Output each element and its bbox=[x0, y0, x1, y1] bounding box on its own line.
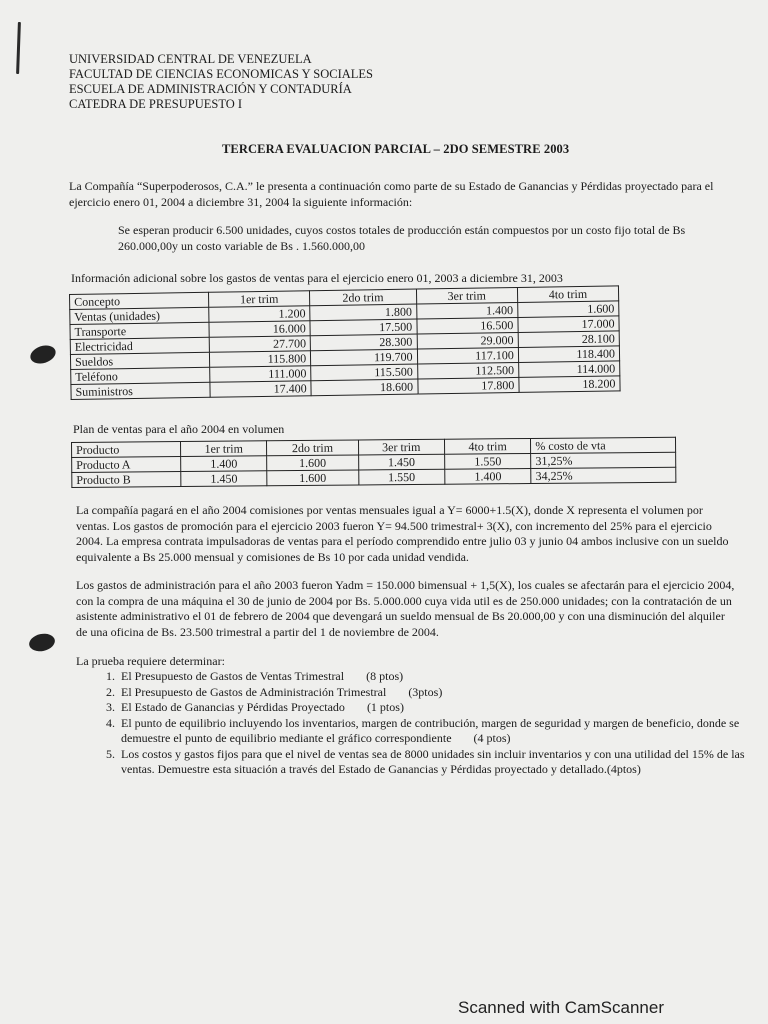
table-cell: Sueldos bbox=[70, 352, 209, 369]
admin-expenses-paragraph: Los gastos de administración para el año 2003 fueron Yadm = 150.000 bimensual + 1,5(X), los cuales se afectarán para el ejercicio 2004, con la compra de una máquina el 30 de junio de 2004 por Bs. 5.000.000 cuya vida util es de 250.000 unidades; con la contratación de un asistente administrativo el 01 de febrero de 2004 que devengará un sueldo mensual de Bs 20.000,00 y con una disminución del alquiler de una oficina de Bs. 23.500 trimestral a partir del 1 de noviembre de 2004. bbox=[76, 578, 735, 639]
table-cell: 1.400 bbox=[445, 468, 532, 484]
list-item bbox=[118, 685, 758, 701]
plan-label: Plan de ventas para el año 2004 en volumen bbox=[73, 422, 285, 436]
list-item bbox=[118, 669, 758, 685]
header-cell: % costo de vta bbox=[531, 437, 676, 453]
task-text: El Estado de Ganancias y Pérdidas Proyectado bbox=[121, 700, 345, 714]
table-cell: 16.500 bbox=[417, 317, 518, 334]
table-cell: 17.500 bbox=[310, 319, 417, 336]
task-points: (8 ptos) bbox=[366, 669, 404, 683]
task-points: (1 ptos) bbox=[366, 700, 404, 714]
table-cell: Electricidad bbox=[70, 337, 209, 354]
task-text: El punto de equilibrio incluyendo los inventarios, margen de contribución, margen de seguridad y margen de beneficio, donde se demuestre el punto de equilibrio mediante el gráfico correspondiente bbox=[121, 715, 740, 745]
header-cell: 4to trim bbox=[517, 286, 618, 303]
table-cell: Transporte bbox=[70, 322, 209, 339]
header-cell: 4to trim bbox=[444, 438, 531, 454]
production-paragraph: Se esperan producir 6.500 unidades, cuyos costos totales de producción están compuestos por un costo fijo total de Bs 260.000,00y un costo variable de Bs . 1.560.000,00 bbox=[118, 223, 686, 253]
table-cell: Teléfono bbox=[71, 367, 210, 384]
table-cell: 111.000 bbox=[210, 366, 311, 383]
punch-hole bbox=[28, 342, 58, 366]
table-cell: 17.400 bbox=[210, 381, 311, 398]
list-item bbox=[118, 700, 758, 716]
table-cell: 28.100 bbox=[518, 331, 619, 348]
header-cell: 2do trim bbox=[310, 289, 417, 306]
table-cell: 27.700 bbox=[209, 336, 310, 353]
table-cell: Producto B bbox=[72, 472, 181, 488]
table-cell: 17.800 bbox=[417, 377, 518, 394]
page-title: TERCERA EVALUACION PARCIAL – 2DO SEMESTRE 2003 bbox=[222, 142, 570, 156]
info-label: Información adicional sobre los gastos de ventas para el ejercicio enero 01, 2003 a diciembre 31, 2003 bbox=[71, 271, 563, 285]
table-cell: Ventas (unidades) bbox=[70, 307, 209, 324]
table-cell: 34,25% bbox=[531, 467, 676, 483]
table-cell: 1.400 bbox=[181, 456, 267, 472]
table-cell: 1.600 bbox=[517, 301, 618, 318]
requirements-label: La prueba requiere determinar: bbox=[76, 654, 225, 668]
header-line: UNIVERSIDAD CENTRAL DE VENEZUELA bbox=[69, 52, 312, 66]
table-cell: 118.400 bbox=[518, 346, 619, 363]
header-cell: 2do trim bbox=[267, 440, 358, 456]
table-cell: Suministros bbox=[71, 382, 210, 399]
table-cell: 1.400 bbox=[416, 302, 517, 319]
list-item bbox=[118, 716, 758, 747]
table-cell: Producto A bbox=[72, 457, 181, 473]
task-list bbox=[96, 669, 758, 778]
table-cell: 1.550 bbox=[358, 469, 444, 485]
header-cell: 3er trim bbox=[416, 287, 517, 304]
table-cell: 18.600 bbox=[311, 379, 418, 396]
task-text: El Presupuesto de Gastos de Ventas Trimestral bbox=[121, 669, 345, 683]
table-cell: 29.000 bbox=[417, 332, 518, 349]
table-cell: 117.100 bbox=[417, 347, 518, 364]
table-cell: 112.500 bbox=[417, 362, 518, 379]
table-cell: 17.000 bbox=[518, 316, 619, 333]
task-text: El Presupuesto de Gastos de Administración Trimestral bbox=[121, 684, 387, 699]
task-points: (3ptos) bbox=[408, 684, 443, 699]
header-cell: 3er trim bbox=[358, 439, 444, 455]
header-cell: 1er trim bbox=[181, 441, 267, 457]
header-cell: 1er trim bbox=[208, 291, 309, 308]
table-cell: 28.300 bbox=[310, 334, 417, 351]
pen-mark bbox=[16, 22, 21, 74]
table-cell: 115.500 bbox=[311, 364, 418, 381]
table-cell: 1.550 bbox=[445, 453, 532, 469]
header-cell: Producto bbox=[72, 442, 181, 458]
table-cell: 1.450 bbox=[181, 471, 267, 487]
header-line: FACULTAD DE CIENCIAS ECONOMICAS Y SOCIALES bbox=[69, 67, 373, 81]
list-item bbox=[118, 747, 758, 778]
table-cell: 18.200 bbox=[519, 376, 620, 393]
header-cell: Concepto bbox=[70, 292, 209, 309]
scanner-watermark: Scanned with CamScanner bbox=[458, 998, 665, 1017]
table-cell: 16.000 bbox=[209, 321, 310, 338]
table-cell: 1.600 bbox=[267, 470, 358, 486]
sales-expenses-table bbox=[69, 285, 621, 400]
table-cell: 31,25% bbox=[531, 452, 676, 468]
table-cell: 1.800 bbox=[310, 304, 417, 321]
sales-plan-table bbox=[71, 437, 676, 488]
table-cell: 114.000 bbox=[518, 361, 619, 378]
task-text: Los costos y gastos fijos para que el nivel de ventas sea de 8000 unidades sin incluir inventarios y con una utilidad del 15% de las ventas. Demuestre esta situación a través del Estado de Ganancias y Pérdidas proyectado y detallado. bbox=[121, 746, 745, 776]
table-cell: 1.450 bbox=[358, 454, 444, 470]
table-cell: 119.700 bbox=[311, 349, 418, 366]
punch-hole bbox=[28, 631, 57, 653]
table-cell: 1.600 bbox=[267, 455, 358, 471]
task-points: (4ptos) bbox=[606, 762, 641, 776]
task-points: (4 ptos) bbox=[473, 731, 511, 745]
header-line: CATEDRA DE PRESUPUESTO I bbox=[69, 97, 243, 111]
table-cell: 1.200 bbox=[209, 306, 310, 323]
table-cell: 115.800 bbox=[209, 351, 310, 368]
institution-header bbox=[69, 52, 373, 112]
header-line: ESCUELA DE ADMINISTRACIÓN Y CONTADURÍA bbox=[69, 82, 352, 96]
commissions-paragraph: La compañía pagará en el año 2004 comisiones por ventas mensuales igual a Y= 6000+1.5(X), donde X representa el volumen por ventas. Los gastos de promoción para el ejercicio 2003 fueron Y= 94.500 trimestral+ 3(X), con incremento del 25% para el ejercicio 2004. La empresa contrata impulsadoras de ventas para el período comprendido entre julio 03 y junio 04 ambos inclusive con un sueldo equivalente a Bs 25.000 mensual y comisiones de Bs 10 por cada unidad vendida. bbox=[76, 503, 729, 564]
intro-paragraph: La Compañía “Superpoderosos, C.A.” le presenta a continuación como parte de su Estado de Ganancias y Pérdidas proyectado para el ejercicio enero 01, 2004 a diciembre 31, 2004 la siguiente información: bbox=[69, 179, 714, 209]
